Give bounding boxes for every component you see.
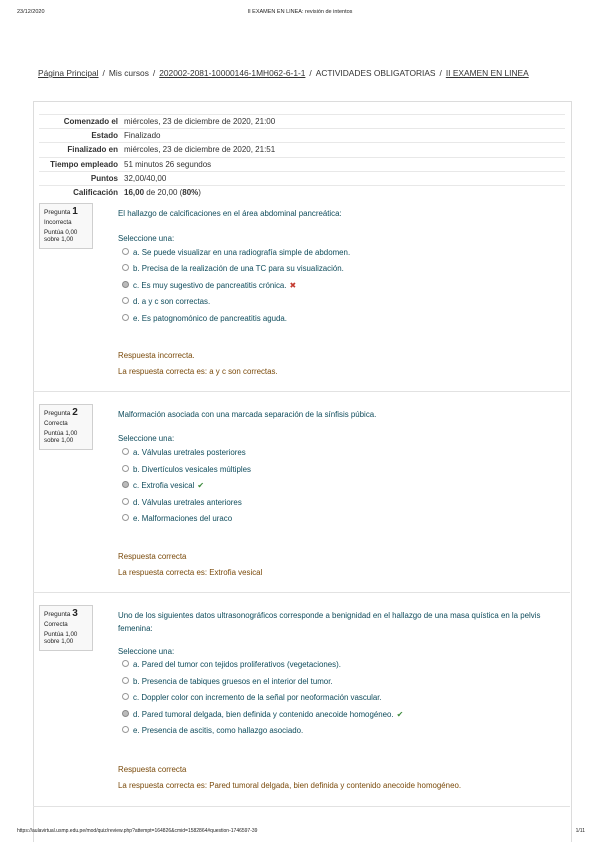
question-status: Incorrecta <box>44 219 72 226</box>
summary-key: Tiempo empleado <box>39 157 124 171</box>
answer-option[interactable] <box>122 248 350 257</box>
question-number <box>44 609 92 620</box>
feedback-text: Respuesta incorrecta. <box>118 351 195 360</box>
summary-row <box>39 171 565 185</box>
option-text: a. Válvulas uretrales posteriores <box>133 448 246 457</box>
summary-key: Comenzado el <box>39 115 124 129</box>
breadcrumb-section[interactable]: ACTIVIDADES OBLIGATORIAS <box>315 68 436 78</box>
incorrect-icon: ✖ <box>289 281 297 290</box>
question-label: Pregunta <box>44 209 71 216</box>
answer-option[interactable] <box>122 710 403 719</box>
select-label: Seleccione una: <box>118 647 175 656</box>
correct-check-icon: ✔ <box>197 481 205 490</box>
question-text <box>118 610 558 635</box>
breadcrumb-course[interactable]: 202002-2081-10000146-1MH062-6-1-1 <box>159 68 306 78</box>
grade-end: ) <box>198 188 201 198</box>
question-text: El hallazgo de calcificaciones en el área abdominal pancreática: <box>118 209 342 218</box>
answer-option[interactable] <box>122 498 242 507</box>
divider <box>33 391 570 392</box>
grade-percent: 80% <box>182 188 199 198</box>
option-text: b. Presencia de tabiques gruesos en el interior del tumor. <box>133 677 333 686</box>
option-text: d. a y c son correctas. <box>133 297 211 306</box>
correct-check-icon: ✔ <box>396 710 404 719</box>
question-info <box>39 404 93 450</box>
question-label: Pregunta <box>44 611 71 618</box>
question-max: sobre 1,00 <box>44 638 74 645</box>
radio-icon[interactable] <box>122 660 129 667</box>
divider <box>33 806 570 807</box>
radio-selected-icon[interactable] <box>122 481 129 488</box>
question-num: 2 <box>72 407 78 418</box>
question-status: Correcta <box>44 420 68 427</box>
option-text: a. Pared del tumor con tejidos proliferativos (vegetaciones). <box>133 660 341 669</box>
print-url: https://aulavirtual.usmp.edu.pe/mod/quiz/review.php?attempt=164826&cmid=1582864#question-1746597-39 <box>17 828 258 834</box>
breadcrumb-quiz[interactable]: II EXAMEN EN LINEA <box>445 68 529 78</box>
print-date: 23/12/2020 <box>17 9 45 15</box>
option-text: c. Es muy sugestivo de pancreatitis crónica. <box>133 281 287 290</box>
summary-key: Estado <box>39 129 124 143</box>
divider <box>33 592 570 593</box>
question-score: Puntúa 1,00 <box>44 430 78 437</box>
breadcrumb: Página Principal / Mis cursos / 202002-2081-10000146-1MH062-6-1-1 / ACTIVIDADES OBLIGATORIAS / II EXAMEN EN LINEA <box>38 68 529 78</box>
summary-key: Finalizado en <box>39 143 124 157</box>
print-page-number: 1/11 <box>575 828 585 834</box>
summary-key: Calificación <box>39 185 124 199</box>
answer-option[interactable] <box>122 314 287 323</box>
radio-icon[interactable] <box>122 465 129 472</box>
summary-row <box>39 143 565 157</box>
answer-option[interactable] <box>122 660 341 669</box>
option-text: e. Malformaciones del uraco <box>133 514 233 523</box>
summary-value: miércoles, 23 de diciembre de 2020, 21:51 <box>124 143 565 157</box>
answer-option[interactable] <box>122 297 210 306</box>
select-label: Seleccione una: <box>118 234 175 243</box>
radio-icon[interactable] <box>122 693 129 700</box>
answer-option[interactable] <box>122 726 303 735</box>
answer-option[interactable] <box>122 448 246 457</box>
radio-icon[interactable] <box>122 248 129 255</box>
breadcrumb-home[interactable]: Página Principal <box>38 68 99 78</box>
radio-selected-icon[interactable] <box>122 710 129 717</box>
option-text: e. Es patognomónico de pancreatitis aguda. <box>133 314 287 323</box>
question-score: Puntúa 1,00 <box>44 631 78 638</box>
radio-icon[interactable] <box>122 726 129 733</box>
question-number <box>44 207 92 218</box>
question-label: Pregunta <box>44 410 71 417</box>
option-text: a. Se puede visualizar en una radiografía simple de abdomen. <box>133 248 351 257</box>
correct-answer-text: La respuesta correcta es: a y c son correctas. <box>118 367 278 376</box>
option-text: d. Pared tumoral delgada, bien definida y contenido anecoide homogéneo. <box>133 710 394 719</box>
question-max: sobre 1,00 <box>44 437 74 444</box>
attempt-summary <box>39 114 565 199</box>
summary-row <box>39 129 565 143</box>
grade-value <box>124 185 565 199</box>
answer-option[interactable] <box>122 481 204 490</box>
grade-points: 16,00 <box>124 188 145 198</box>
summary-value: miércoles, 23 de diciembre de 2020, 21:00 <box>124 115 565 129</box>
question-num: 1 <box>72 206 78 217</box>
summary-key: Puntos <box>39 171 124 185</box>
correct-answer-text: La respuesta correcta es: Pared tumoral delgada, bien definida y contenido anecoide homogéneo. <box>118 781 462 790</box>
answer-option[interactable] <box>122 465 251 474</box>
summary-row <box>39 115 565 129</box>
option-text: b. Precisa de la realización de una TC para su visualización. <box>133 264 344 273</box>
option-text: c. Extrofia vesical <box>133 481 195 490</box>
answer-option[interactable] <box>122 514 232 523</box>
question-score: Puntúa 0,00 <box>44 229 78 236</box>
summary-row <box>39 185 565 199</box>
answer-option[interactable] <box>122 677 333 686</box>
summary-row <box>39 157 565 171</box>
question-num: 3 <box>72 608 78 619</box>
radio-icon[interactable] <box>122 264 129 271</box>
radio-icon[interactable] <box>122 498 129 505</box>
radio-icon[interactable] <box>122 677 129 684</box>
correct-answer-text: La respuesta correcta es: Extrofia vesical <box>118 568 263 577</box>
question-text-line: femenina: <box>118 623 153 633</box>
feedback-text: Respuesta correcta <box>118 552 187 561</box>
answer-option[interactable] <box>122 693 382 702</box>
summary-value: Finalizado <box>124 129 565 143</box>
question-number <box>44 408 92 419</box>
radio-icon[interactable] <box>122 314 129 321</box>
option-text: c. Doppler color con incremento de la señal por neoformación vascular. <box>133 693 382 702</box>
print-title: II EXAMEN EN LINEA: revisión de intentos <box>247 9 353 15</box>
grade-mid: de 20,00 ( <box>144 188 183 198</box>
question-status: Correcta <box>44 621 68 628</box>
option-text: b. Divertículos vesicales múltiples <box>133 465 251 474</box>
option-text: d. Válvulas uretrales anteriores <box>133 498 242 507</box>
option-text: e. Presencia de ascitis, como hallazgo asociado. <box>133 726 304 735</box>
summary-value: 32,00/40,00 <box>124 171 565 185</box>
question-max: sobre 1,00 <box>44 236 74 243</box>
radio-icon[interactable] <box>122 297 129 304</box>
radio-icon[interactable] <box>122 448 129 455</box>
radio-icon[interactable] <box>122 514 129 521</box>
question-info <box>39 203 93 249</box>
feedback-text: Respuesta correcta <box>118 765 187 774</box>
select-label: Seleccione una: <box>118 434 175 443</box>
question-text-line: Uno de los siguientes datos ultrasonográficos corresponde a benignidad en el hallazgo de una masa quística en la pelvis <box>118 611 541 620</box>
question-text: Malformación asociada con una marcada separación de la sínfisis púbica. <box>118 410 377 419</box>
question-info <box>39 605 93 651</box>
breadcrumb-my-courses[interactable]: Mis cursos <box>108 68 149 78</box>
answer-option[interactable] <box>122 264 344 273</box>
radio-selected-icon[interactable] <box>122 281 129 288</box>
answer-option[interactable] <box>122 281 296 290</box>
summary-value: 51 minutos 26 segundos <box>124 157 565 171</box>
